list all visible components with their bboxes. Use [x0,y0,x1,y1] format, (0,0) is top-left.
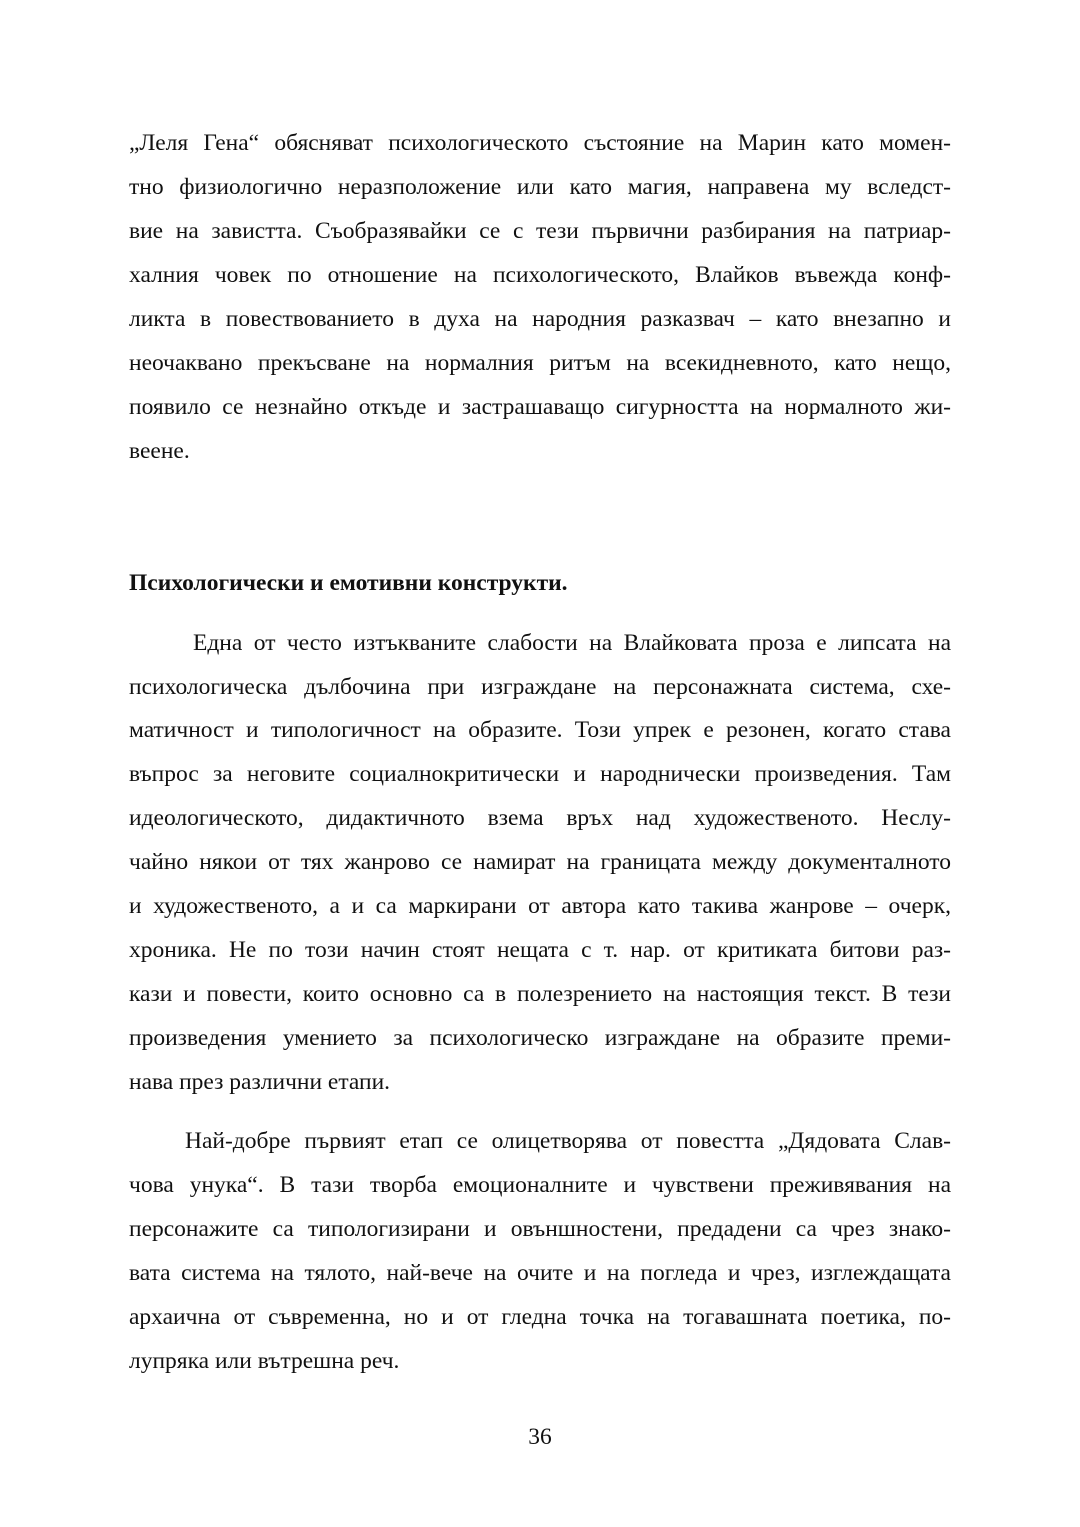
paragraph2-line: идеологическото, дидактичното взема връх над художественото. Неслу- [129,805,951,831]
page-number: 36 [528,1424,552,1450]
paragraph2-line: въпрос за неговите социалнокритически и народнически произведения. Там [129,761,951,787]
paragraph2-line: кази и повести, които основно са в полезрението на настоящия текст. В тези [129,981,951,1007]
paragraph2-line: матичност и типологичност на образите. Този упрек е резонен, когато става [129,717,951,743]
paragraph1-line: ликта в повествованието в духа на народния разказвач – като внезапно и [129,306,951,332]
paragraph2-line: Една от често изтъкваните слабости на Влайковата проза е липсата на [193,630,951,656]
paragraph1-line: „Леля Гена“ обясняват психологическото състояние на Марин като момен- [129,130,951,156]
paragraph1-line: вие на завистта. Съобразявайки се с тези първични разбирания на патриар- [129,218,951,244]
paragraph1-line: неочаквано прекъсване на нормалния ритъм на всекидневното, като нещо, [129,350,951,376]
paragraph1-line: тно физиологично неразположение или като магия, направена му вследст- [129,174,951,200]
paragraph3-line: архаична от съвременна, но и от гледна точка на тогавашната поетика, по- [129,1304,951,1330]
paragraph3-line: лупряка или вътрешна реч. [129,1348,400,1374]
paragraph2-line: хроника. Не по този начин стоят нещата с т. нар. от критиката битови раз- [129,937,951,963]
section-heading: Психологически и емотивни конструкти. [129,570,568,596]
paragraph2-line: нава през различни етапи. [129,1069,391,1095]
paragraph2-line: психологическа дълбочина при изграждане на персонажната система, схе- [129,674,951,700]
paragraph1-line: появило се незнайно откъде и застрашаващо сигурността на нормалното жи- [129,394,951,420]
paragraph3-line: вата система на тялото, най-вече на очите и на погледа и чрез, изглеждащата [129,1260,951,1286]
paragraph3-line: персонажите са типологизирани и овъншностени, предадени са чрез знако- [129,1216,951,1242]
paragraph1-line: веене. [129,438,190,464]
paragraph2-line: произведения умението за психологическо изграждане на образите преми- [129,1025,951,1051]
paragraph2-line: чайно някои от тях жанрово се намират на границата между документалното [129,849,951,875]
paragraph3-line: чова унука“. В тази творба емоционалните и чувствени преживявания на [129,1172,951,1198]
paragraph3-line: Най-добре първият етап се олицетворява от повестта „Дядовата Слав- [185,1128,951,1154]
paragraph1-line: халния човек по отношение на психологическото, Влайков въвежда конф- [129,262,951,288]
paragraph2-line: и художественото, а и са маркирани от автора като такива жанрове – очерк, [129,893,951,919]
